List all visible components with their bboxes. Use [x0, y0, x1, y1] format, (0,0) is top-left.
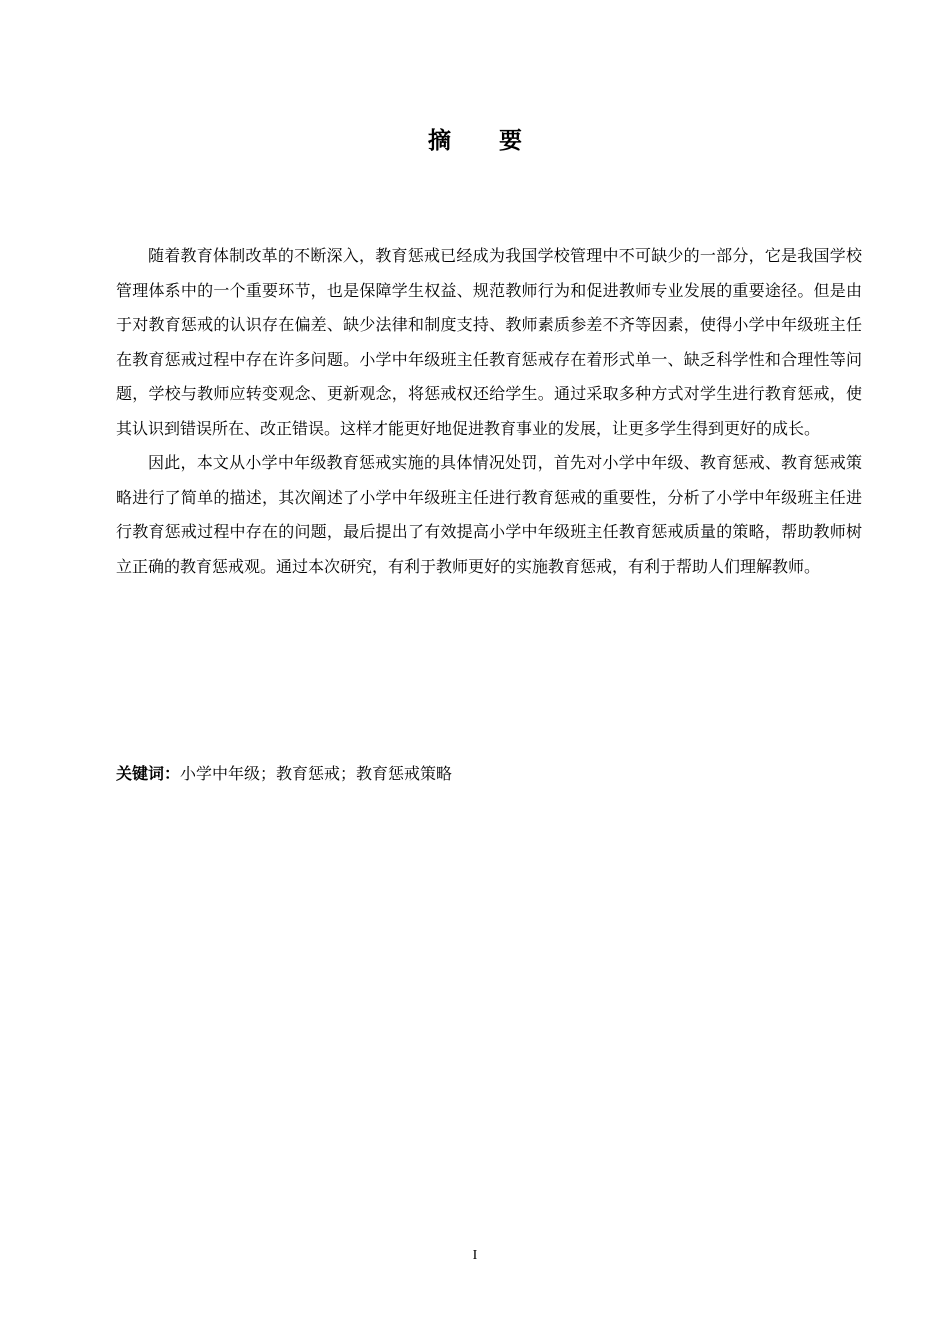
keywords-line: [116, 760, 862, 788]
abstract-paragraph-1: 随着教育体制改革的不断深入，教育惩戒已经成为我国学校管理中不可缺少的一部分，它是我国学校管理体系中的一个重要环节，也是保障学生权益、规范教师行为和促进教师专业发展的重要途径。但是由于对教育惩戒的认识存在偏差、缺少法律和制度支持、教师素质参差不齐等因素，使得小学中年级班主任在教育惩戒过程中存在许多问题。小学中年级班主任教育惩戒存在着形式单一、缺乏科学性和合理性等问题，学校与教师应转变观念、更新观念，将惩戒权还给学生。通过采取多种方式对学生进行教育惩戒，使其认识到错误所在、改正错误。这样才能更好地促进教育事业的发展，让更多学生得到更好的成长。: [116, 246, 862, 438]
abstract-paragraph-2: 因此，本文从小学中年级教育惩戒实施的具体情况处罚，首先对小学中年级、教育惩戒、教育惩戒策略进行了简单的描述，其次阐述了小学中年级班主任进行教育惩戒的重要性，分析了小学中年级班主任进行教育惩戒过程中存在的问题，最后提出了有效提高小学中年级班主任教育惩戒质量的策略，帮助教师树立正确的教育惩戒观。通过本次研究，有利于教师更好的实施教育惩戒，有利于帮助人们理解教师。: [116, 453, 862, 576]
page-number: I: [472, 1248, 478, 1263]
abstract-body: [116, 239, 862, 584]
page-title: 摘 要: [427, 128, 542, 154]
keywords-label: 关键词：: [116, 764, 181, 783]
keywords-text: 小学中年级；教育惩戒；教育惩戒策略: [180, 764, 453, 783]
